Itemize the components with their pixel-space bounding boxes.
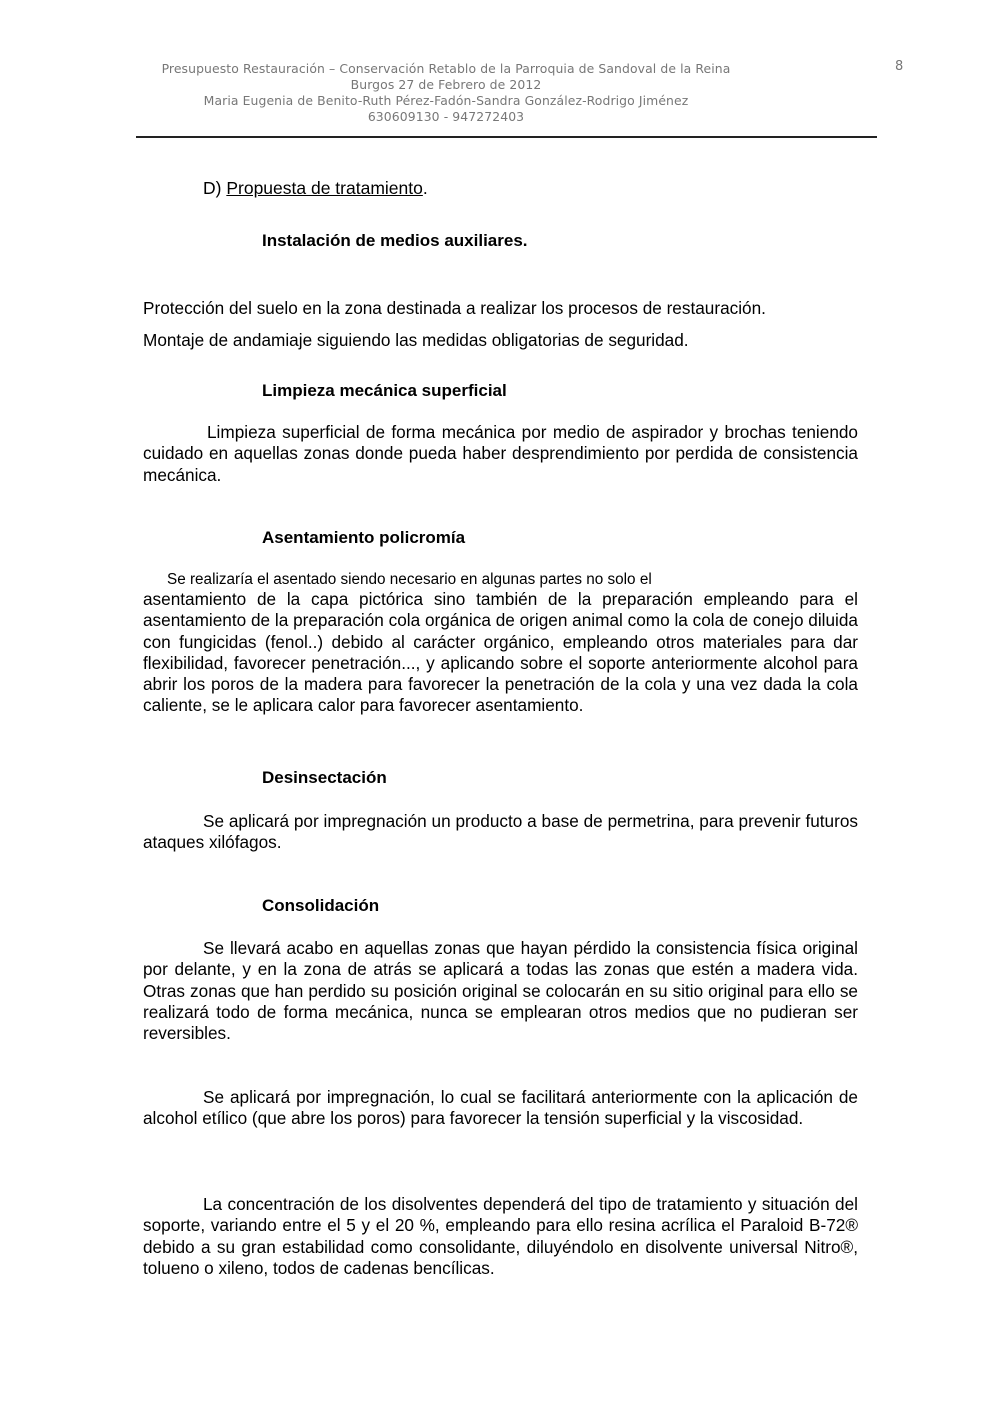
header-title: Presupuesto Restauración – Conservación Retablo de la Parroquia de Sandoval de la Reina [161,61,731,76]
consolidacion-paragraph-3: La concentración de los disolventes dependerá del tipo de tratamiento y situación del soporte, variando entre el 5 y el 20 %, empleando para ello resina acrílica el Paraloid B-72® debido a su gran estabilidad como consolidante, diluyéndolo en disolvente universal Nitro®, tolueno o xileno, todos de cadenas bencílicas. [143,1194,858,1278]
header-date: Burgos 27 de Febrero de 2012 [350,77,542,92]
consolidacion-paragraph-2: Se aplicará por impregnación, lo cual se facilitará anteriormente con la aplicación de alcohol etílico (que abre los poros) para favorecer la tensión superficial y la viscosidad. [143,1087,858,1129]
asentamiento-first-line: Se realizaría el asentado siendo necesario en algunas partes no solo el [167,571,652,588]
header-phones: 630609130 - 947272403 [367,109,525,124]
consolidacion-paragraph-1: Se llevará acabo en aquellas zonas que hayan pérdido la consistencia física original por delante, y en la zona de atrás se aplicará a todas las zonas que estén a madera vida. Otras zonas que han perdido su posición original se colocarán en su sitio original para ello se realizará todo de forma mecánica, nunca se emplearan otros medios que no pudieran ser reversibles. [143,938,858,1044]
desinsectacion-paragraph: Se aplicará por impregnación un producto a base de permetrina, para prevenir futuros ataques xilófagos. [143,811,858,853]
limpieza-paragraph: Limpieza superficial de forma mecánica por medio de aspirador y brochas teniendo cuidado en aquellas zonas donde pueda haber desprendimiento por perdida de consistencia mecánica. [143,422,858,485]
header-authors: Maria Eugenia de Benito-Ruth Pérez-Fadón-Sandra González-Rodrigo Jiménez [203,93,689,108]
section-title-period: . [422,178,428,198]
page-number: 8 [895,59,904,74]
section-title [203,178,428,199]
heading-asentamiento: Asentamiento policromía [262,528,466,547]
heading-auxiliares: Instalación de medios auxiliares. [262,231,528,250]
auxiliares-line-2: Montaje de andamiaje siguiendo las medidas obligatorias de seguridad. [143,330,689,350]
heading-limpieza: Limpieza mecánica superficial [262,381,507,400]
page-header [136,61,756,125]
auxiliares-line-1: Protección del suelo en la zona destinada a realizar los procesos de restauración. [143,298,766,318]
asentamiento-paragraph: asentamiento de la capa pictórica sino también de la preparación empleando para el asentamiento de la preparación cola orgánica de origen animal como la cola de conejo diluida con fungicidas (fenol..) debido al carácter orgánico, empleando otros materiales para dar flexibilidad, favorecer penetración..., y aplicando sobre el soporte anteriormente alcohol para abrir los poros de la madera para favorecer la penetración de la cola y una vez dada la cola caliente, se le aplicara calor para favorecer asentamiento. [143,589,858,716]
header-divider [136,136,877,138]
section-letter: D) [203,178,222,198]
heading-consolidacion: Consolidación [262,896,380,915]
heading-desinsectacion: Desinsectación [262,768,387,787]
section-title-text: Propuesta de tratamiento [226,178,423,198]
